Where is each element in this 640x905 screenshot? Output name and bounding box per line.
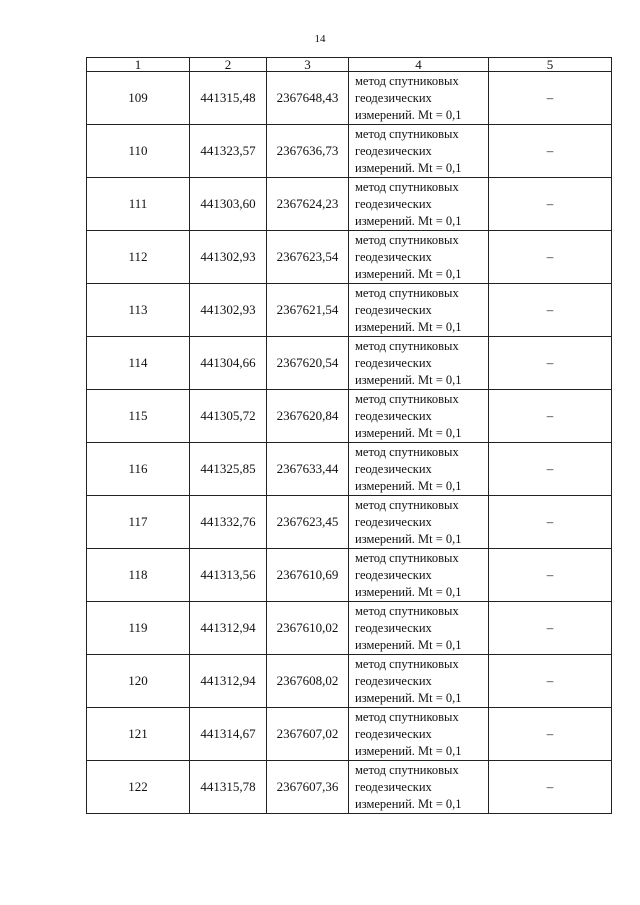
y-coordinate-cell: 2367623,54 [267, 231, 349, 284]
method-line: измерений. Mt = 0,1 [355, 531, 462, 546]
y-coordinate-cell: 2367610,69 [267, 549, 349, 602]
method-line: измерений. Mt = 0,1 [355, 690, 462, 705]
point-number-cell: 122 [87, 761, 190, 814]
method-line: геодезических [355, 461, 432, 476]
method-cell [349, 231, 489, 284]
x-coordinate-cell: 441313,56 [190, 549, 267, 602]
column-header-5: 5 [489, 58, 612, 72]
table-row [87, 231, 612, 284]
point-number-cell: 118 [87, 549, 190, 602]
page-number: 14 [314, 33, 326, 45]
y-coordinate-cell: 2367636,73 [267, 125, 349, 178]
x-coordinate-cell: 441312,94 [190, 602, 267, 655]
x-coordinate-cell: 441302,93 [190, 284, 267, 337]
note-cell: – [489, 549, 612, 602]
point-number-cell: 119 [87, 602, 190, 655]
point-number-cell: 113 [87, 284, 190, 337]
method-cell [349, 125, 489, 178]
note-cell: – [489, 443, 612, 496]
table-row [87, 496, 612, 549]
method-line: метод спутниковых [355, 126, 459, 141]
table-row [87, 443, 612, 496]
x-coordinate-cell: 441325,85 [190, 443, 267, 496]
method-line: геодезических [355, 196, 432, 211]
x-coordinate-cell: 441323,57 [190, 125, 267, 178]
method-line: измерений. Mt = 0,1 [355, 266, 462, 281]
note-cell: – [489, 284, 612, 337]
method-cell [349, 443, 489, 496]
method-line: измерений. Mt = 0,1 [355, 319, 462, 334]
method-line: геодезических [355, 90, 432, 105]
y-coordinate-cell: 2367620,54 [267, 337, 349, 390]
column-header-2: 2 [190, 58, 267, 72]
table-row [87, 602, 612, 655]
method-line: геодезических [355, 143, 432, 158]
method-line: метод спутниковых [355, 285, 459, 300]
method-line: измерений. Mt = 0,1 [355, 425, 462, 440]
method-line: геодезических [355, 779, 432, 794]
method-line: метод спутниковых [355, 444, 459, 459]
note-cell: – [489, 655, 612, 708]
x-coordinate-cell: 441304,66 [190, 337, 267, 390]
table-row [87, 761, 612, 814]
y-coordinate-cell: 2367607,36 [267, 761, 349, 814]
x-coordinate-cell: 441312,94 [190, 655, 267, 708]
method-cell [349, 390, 489, 443]
method-line: метод спутниковых [355, 656, 459, 671]
method-line: измерений. Mt = 0,1 [355, 584, 462, 599]
method-line: измерений. Mt = 0,1 [355, 743, 462, 758]
point-number-cell: 116 [87, 443, 190, 496]
point-number-cell: 109 [87, 72, 190, 125]
note-cell: – [489, 125, 612, 178]
method-cell [349, 337, 489, 390]
column-header-1: 1 [87, 58, 190, 72]
method-cell [349, 761, 489, 814]
y-coordinate-cell: 2367633,44 [267, 443, 349, 496]
x-coordinate-cell: 441302,93 [190, 231, 267, 284]
method-line: метод спутниковых [355, 550, 459, 565]
method-line: метод спутниковых [355, 73, 459, 88]
point-number-cell: 120 [87, 655, 190, 708]
y-coordinate-cell: 2367624,23 [267, 178, 349, 231]
point-number-cell: 121 [87, 708, 190, 761]
x-coordinate-cell: 441314,67 [190, 708, 267, 761]
note-cell: – [489, 337, 612, 390]
method-line: метод спутниковых [355, 709, 459, 724]
method-cell [349, 602, 489, 655]
method-line: метод спутниковых [355, 338, 459, 353]
method-line: геодезических [355, 567, 432, 582]
method-line: геодезических [355, 249, 432, 264]
y-coordinate-cell: 2367621,54 [267, 284, 349, 337]
table-row [87, 655, 612, 708]
method-cell [349, 284, 489, 337]
column-header-3: 3 [267, 58, 349, 72]
method-line: измерений. Mt = 0,1 [355, 213, 462, 228]
table-body [87, 72, 612, 814]
method-line: метод спутниковых [355, 762, 459, 777]
note-cell: – [489, 708, 612, 761]
method-cell [349, 496, 489, 549]
table-row [87, 125, 612, 178]
y-coordinate-cell: 2367648,43 [267, 72, 349, 125]
method-line: геодезических [355, 355, 432, 370]
point-number-cell: 114 [87, 337, 190, 390]
y-coordinate-cell: 2367607,02 [267, 708, 349, 761]
table-header-row [87, 58, 612, 72]
x-coordinate-cell: 441332,76 [190, 496, 267, 549]
method-line: измерений. Mt = 0,1 [355, 107, 462, 122]
x-coordinate-cell: 441315,78 [190, 761, 267, 814]
y-coordinate-cell: 2367608,02 [267, 655, 349, 708]
method-line: геодезических [355, 620, 432, 635]
coordinates-table [86, 57, 612, 814]
method-cell [349, 178, 489, 231]
x-coordinate-cell: 441303,60 [190, 178, 267, 231]
table-row [87, 178, 612, 231]
y-coordinate-cell: 2367620,84 [267, 390, 349, 443]
y-coordinate-cell: 2367610,02 [267, 602, 349, 655]
x-coordinate-cell: 441305,72 [190, 390, 267, 443]
method-line: метод спутниковых [355, 179, 459, 194]
column-header-4: 4 [349, 58, 489, 72]
method-line: геодезических [355, 514, 432, 529]
table-row [87, 549, 612, 602]
method-line: геодезических [355, 673, 432, 688]
table-row [87, 390, 612, 443]
method-line: измерений. Mt = 0,1 [355, 637, 462, 652]
method-cell [349, 72, 489, 125]
note-cell: – [489, 761, 612, 814]
method-cell [349, 708, 489, 761]
method-cell [349, 655, 489, 708]
method-line: метод спутниковых [355, 391, 459, 406]
table-row [87, 337, 612, 390]
point-number-cell: 110 [87, 125, 190, 178]
note-cell: – [489, 231, 612, 284]
table-row [87, 72, 612, 125]
method-line: геодезических [355, 408, 432, 423]
method-line: измерений. Mt = 0,1 [355, 796, 462, 811]
point-number-cell: 111 [87, 178, 190, 231]
table-row [87, 708, 612, 761]
y-coordinate-cell: 2367623,45 [267, 496, 349, 549]
point-number-cell: 115 [87, 390, 190, 443]
table-row [87, 284, 612, 337]
note-cell: – [489, 496, 612, 549]
point-number-cell: 117 [87, 496, 190, 549]
x-coordinate-cell: 441315,48 [190, 72, 267, 125]
method-line: измерений. Mt = 0,1 [355, 372, 462, 387]
method-line: геодезических [355, 302, 432, 317]
note-cell: – [489, 390, 612, 443]
method-line: метод спутниковых [355, 232, 459, 247]
note-cell: – [489, 178, 612, 231]
method-line: метод спутниковых [355, 497, 459, 512]
method-line: геодезических [355, 726, 432, 741]
note-cell: – [489, 602, 612, 655]
point-number-cell: 112 [87, 231, 190, 284]
method-line: измерений. Mt = 0,1 [355, 160, 462, 175]
note-cell: – [489, 72, 612, 125]
method-line: измерений. Mt = 0,1 [355, 478, 462, 493]
method-line: метод спутниковых [355, 603, 459, 618]
method-cell [349, 549, 489, 602]
